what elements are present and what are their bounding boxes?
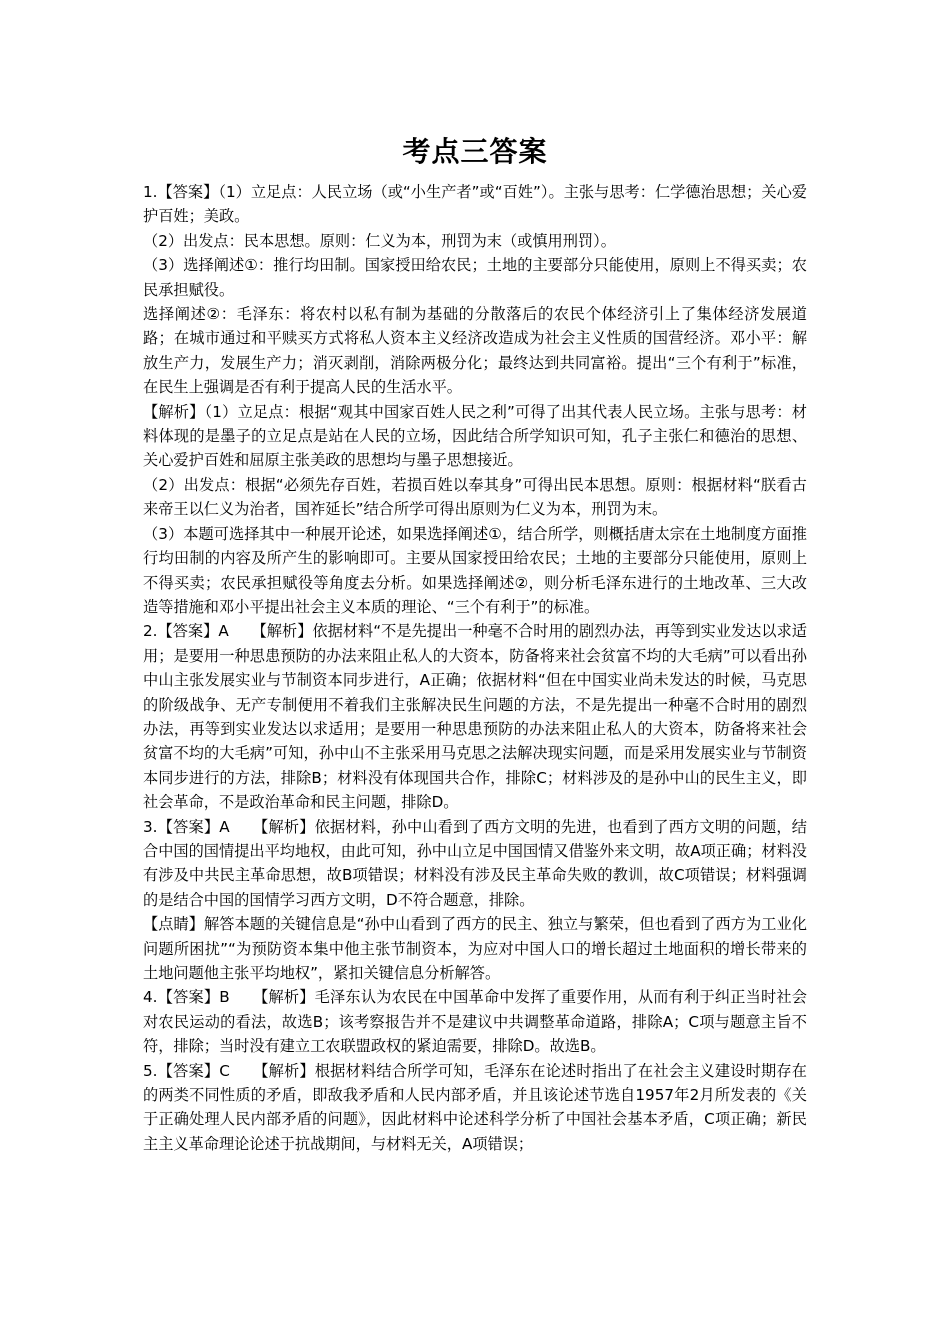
answer-1-part-3-option-1: （3）选择阐述①：推行均田制。国家授田给农民；土地的主要部分只能使用，原则上不得买卖；农民承担赋役。 — [143, 256, 807, 299]
answer-content — [143, 180, 807, 1156]
answer-3-tip: 【点睛】解答本题的关键信息是“孙中山看到了西方的民主、独立与繁荣，但也看到了西方为工业化问题所困扰”“为预防资本集中他主张节制资本，为应对中国人口的增长超过土地面积的增长带来的土地问题他主张平均地权”，紧扣关键信息分析解答。 — [143, 915, 807, 982]
answer-4: 4.【答案】B 【解析】毛泽东认为农民在中国革命中发挥了重要作用，从而有利于纠正当时社会对农民运动的看法，故选B；该考察报告并不是建议中共调整革命道路，排除A；C项与题意主旨不符，排除；当时没有建立工农联盟政权的紧迫需要，排除D。故选B。 — [143, 988, 807, 1056]
answer-page — [143, 130, 807, 1156]
answer-1-part-3-option-2: 选择阐述②：毛泽东：将农村以私有制为基础的分散落后的农民个体经济引上了集体经济发展道路；在城市通过和平赎买方式将私人资本主义经济改造成为社会主义性质的国营经济。邓小平：解放生产力，发展生产力；消灭剥削，消除两极分化；最终达到共同富裕。提出“三个有利于”标准，在民生上强调是否有利于提高人民的生活水平。 — [143, 305, 807, 397]
answer-1-part-2: （2）出发点：民本思想。原则：仁义为本，刑罚为末（或慎用刑罚）。 — [143, 231, 616, 250]
page-title: 考点三答案 — [402, 135, 548, 168]
answer-1-key: 1.【答案】（1）立足点：人民立场（或“小生产者”或“百姓”）。主张与思考：仁学德治思想；关心爱护百姓；美政。 — [143, 183, 807, 226]
answer-1-analysis-1: 【解析】（1）立足点：根据“观其中国家百姓人民之利”可得了出其代表人民立场。主张与思考：材料体现的是墨子的立足点是站在人民的立场，因此结合所学知识可知，孔子主张仁和德治的思想、关心爱护百姓和屈原主张美政的思想均与墨子思想接近。 — [143, 402, 807, 470]
answer-1-analysis-3: （3）本题可选择其中一种展开论述，如果选择阐述①，结合所学，则概括唐太宗在土地制度方面推行均田制的内容及所产生的影响即可。主要从国家授田给农民；土地的主要部分只能使用，原则上不得买卖；农民承担赋役等角度去分析。如果选择阐述②，则分析毛泽东进行的土地改革、三大改造等措施和邓小平提出社会主义本质的理论、“三个有利于”的标准。 — [143, 524, 807, 616]
answer-2: 2.【答案】A 【解析】依据材料“不是先提出一种毫不合时用的剧烈办法，再等到实业发达以求适用；是要用一种思患预防的办法来阻止私人的大资本，防备将来社会贫富不均的大毛病”可以看出孙中山主张发展实业与节制资本同步进行，A正确；依据材料“但在中国实业尚未发达的时候，马克思的阶级战争、无产专制便用不着我们主张解决民生问题的方法，不是先提出一种毫不合时用的剧烈办法，再等到实业发达以求适用；是要用一种思患预防的办法来阻止私人的大资本，防备将来社会贫富不均的大毛病”可知，孙中山不主张采用马克思之法解决现实问题，而是采用发展实业与节制资本同步进行的方法，排除B；材料没有体现国共合作，排除C；材料涉及的是孙中山的民生主义，即社会革命，不是政治革命和民主问题，排除D。 — [143, 622, 807, 812]
answer-3: 3.【答案】A 【解析】依据材料，孙中山看到了西方文明的先进，也看到了西方文明的问题，结合中国的国情提出平均地权，由此可知，孙中山立足中国国情又借鉴外来文明，故A项正确；材料没有涉及中共民主革命思想，故B项错误；材料没有涉及民主革命失败的教训，故C项错误；材料强调的是结合中国的国情学习西方文明，D不符合题意，排除。 — [143, 817, 807, 909]
answer-1-analysis-2: （2）出发点：根据“必须先存百姓，若损百姓以奉其身”可得出民本思想。原则：根据材料“朕看古来帝王以仁义为治者，国祚延长”结合所学可得出原则为仁义为本，刑罚为末。 — [143, 475, 807, 519]
answer-5: 5.【答案】C 【解析】根据材料结合所学可知，毛泽东在论述时指出了在社会主义建设时期存在的两类不同性质的矛盾，即敌我矛盾和人民内部矛盾，并且该论述节选自1957年2月所发表的《关于正确处理人民内部矛盾的问题》，因此材料中论述科学分析了中国社会基本矛盾，C项正确；新民主主义革命理论论述于抗战期间，与材料无关，A项错误； — [143, 1061, 807, 1153]
